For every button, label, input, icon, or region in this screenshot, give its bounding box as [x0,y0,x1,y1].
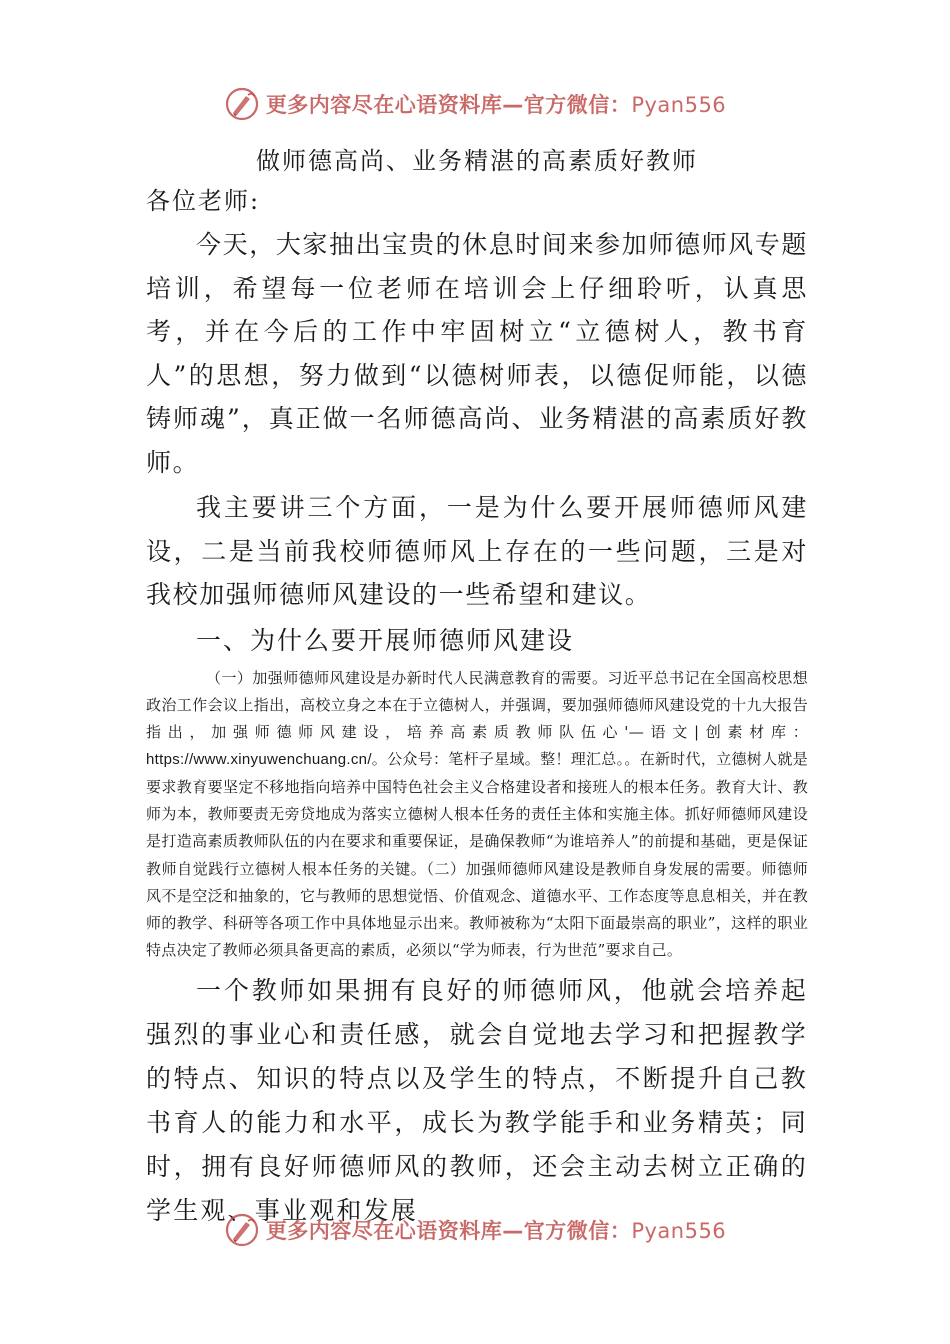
document-title: 做师德高尚、业务精湛的高素质好教师 [256,147,698,175]
paragraph-outline: 我主要讲三个方面，一是为什么要开展师德师风建设，二是当前我校师德师风上存在的一些问题，三是对我校加强师德师风建设的一些希望和建议。 [146,493,808,609]
paragraph-teacher-ethics: 一个教师如果拥有良好的师德师风，他就会培养起强烈的事业心和责任感，就会自觉地去学习和把握教学的特点、知识的特点以及学生的特点，不断提升自己教书育人的能力和水平，成长为教学能手和业务精英；同时，拥有良好师德师风的教师，还会主动去树立正确的学生观、事业观和发展 [146,975,808,1225]
pen-logo-icon [224,1212,260,1248]
watermark-text: 更多内容尽在心语资料库—官方微信：Pyan556 [265,93,727,117]
pen-logo-icon [224,86,260,122]
small-print-part-1: （一）加强师德师风建设是办新时代人民满意教育的需要。习近平总书记在全国高校思想政治工作会议上指出，高校立身之本在于立德树人，并强调，要加强师德师风建设党的十九大报告指出，加强师德师风建设，培养高素质教师队伍心'—语文|创素材库： [146,668,808,742]
small-print-part-2: 。公众号：笔杆子星域。整！理汇总。。在新时代，立德树人就是要求教育要坚定不移地指向培养中国特色社会主义合格建设者和接班人的根本任务。教育大计、教师为本，教师要责无旁贷地成为落实立德树人根本任务的责任主体和实施主体。抓好师德师风建设是打造高素质教师队伍的内在要求和重要保证，是确保教师“为谁培养人”的前提和基础，更是保证教师自觉践行立德树人根本任务的关键。（二）加强师德师风建设是教师自身发展的需要。师德师风不是空泛和抽象的，它与教师的思想觉悟、价值观念、道德水平、工作态度等息息相关，并在教师的教学、科研等各项工作中具体地显示出来。教师被称为“太阳下面最崇高的职业”，这样的职业特点决定了教师必须具备更高的素质，必须以“学为师表，行为世范”要求自己。 [146,750,808,960]
watermark-text: 更多内容尽在心语资料库—官方微信：Pyan556 [265,1219,727,1243]
watermark-header [0,84,950,124]
source-url: https://www.xinyuwenchuang.cn/ [146,751,372,769]
salutation: 各位老师: [146,187,261,215]
section-heading-1: 一、为什么要开展师德师风建设 [196,625,575,655]
document-body [146,143,808,1235]
small-print-paragraph [146,665,808,965]
watermark-footer [0,1210,950,1250]
paragraph-intro: 今天，大家抽出宝贵的休息时间来参加师德师风专题培训，希望每一位老师在培训会上仔细聆听，认真思考，并在今后的工作中牢固树立“立德树人，教书育人”的思想，努力做到“以德树师表，以德促师能，以德铸师魂”，真正做一名师德高尚、业务精湛的高素质好教师。 [146,230,808,477]
